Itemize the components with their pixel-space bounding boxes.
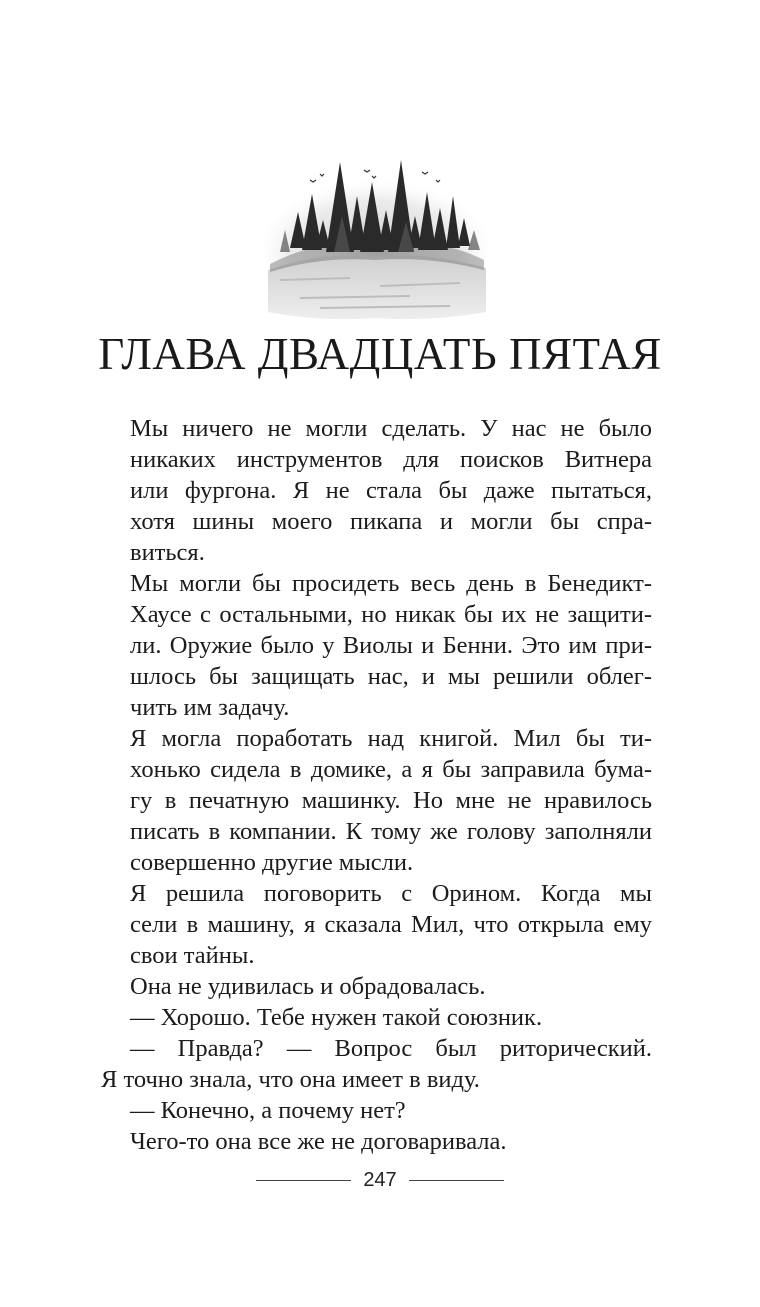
text-line: писать в компании. К тому же голову заполняли [130,818,652,845]
text-line: чить им задачу. [130,694,290,721]
text-line: Я решила поговорить с Орином. Когда мы [130,880,652,907]
text-line: — Конечно, а почему нет? [130,1097,406,1124]
text-line: — Правда? — Вопрос был риторический. [130,1035,652,1062]
paragraph [101,1095,652,1126]
text-line: Она не удивилась и обрадовалась. [130,973,486,1000]
paragraph [101,413,652,568]
text-line: Хаусе с остальными, но никак бы их не защити- [130,601,652,628]
paragraph [101,1033,652,1095]
text-line: гу в печатную машинку. Но мне не нравилось [130,787,652,814]
text-line: свои тайны. [130,942,255,969]
text-line: виться. [130,539,205,566]
text-line: шлось бы защищать нас, и мы решили облег- [130,663,652,690]
chapter-title: ГЛАВА ДВАДЦАТЬ ПЯТАЯ [98,329,662,379]
text-line: Я точно знала, что она имеет в виду. [101,1066,480,1093]
page-number: 247 [363,1168,397,1191]
text-line: или фургона. Я не стала бы даже пытаться, [130,477,652,504]
text-line: сели в машину, я сказала Мил, что открыла ему [130,911,652,938]
paragraph [101,1002,652,1033]
text-line: никаких инструментов для поисков Витнера [130,446,652,473]
page-footer [0,1165,760,1195]
chapter-body [101,413,652,1157]
paragraph [101,878,652,971]
text-line: — Хорошо. Тебе нужен такой союзник. [130,1004,543,1031]
text-line: совершенно другие мысли. [130,849,414,876]
paragraph [101,1126,652,1157]
text-line: хонько сидела в домике, а я бы заправила бума- [130,756,652,783]
footer-rule-right [409,1180,504,1181]
text-line: Я могла поработать над книгой. Мил бы ти- [130,725,652,752]
paragraph [101,568,652,723]
text-line: Мы ничего не могли сделать. У нас не было [130,415,652,442]
text-line: Мы могли бы просидеть весь день в Бенедикт- [130,570,652,597]
forest-lake-illustration [260,152,492,330]
text-line: хотя шины моего пикапа и могли бы спра- [130,508,652,535]
footer-rule-left [256,1180,351,1181]
paragraph [101,971,652,1002]
text-line: Чего-то она все же не договаривала. [130,1128,507,1155]
paragraph [101,723,652,878]
text-line: ли. Оружие было у Виолы и Бенни. Это им при- [130,632,652,659]
